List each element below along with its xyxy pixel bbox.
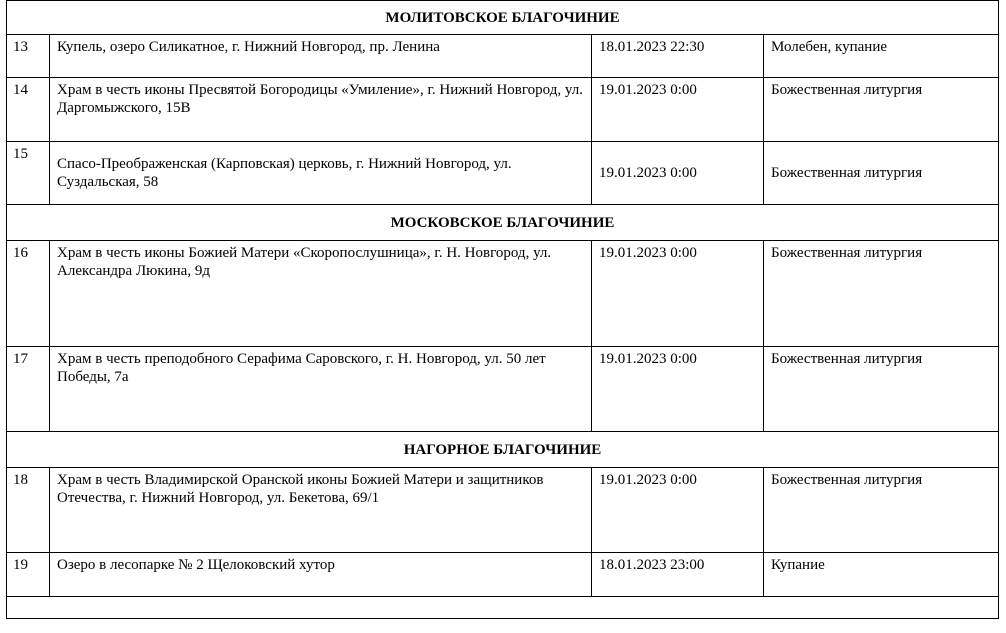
- row-place: Спасо-Преображенская (Карповская) церковь, г. Нижний Новгород, ул. Суздальская, 58: [50, 142, 592, 205]
- empty-row: [7, 597, 999, 619]
- row-datetime: 19.01.2023 0:00: [592, 142, 764, 205]
- section-header-row: [7, 1, 999, 35]
- table-row: [7, 553, 999, 597]
- section-title: МОЛИТОВСКОЕ БЛАГОЧИНИЕ: [7, 1, 999, 35]
- table-row: [7, 142, 999, 205]
- row-place: Храм в честь преподобного Серафима Саровского, г. Н. Новгород, ул. 50 лет Победы, 7а: [50, 347, 592, 432]
- row-number: 15: [7, 142, 50, 205]
- row-place: Купель, озеро Силикатное, г. Нижний Новгород, пр. Ленина: [50, 35, 592, 78]
- row-event: Божественная литургия: [764, 142, 999, 205]
- row-datetime: 19.01.2023 0:00: [592, 468, 764, 553]
- row-datetime: 18.01.2023 22:30: [592, 35, 764, 78]
- table-row: [7, 35, 999, 78]
- row-number: 16: [7, 241, 50, 347]
- row-event: Божественная литургия: [764, 241, 999, 347]
- row-event: Божественная литургия: [764, 468, 999, 553]
- table-row: [7, 241, 999, 347]
- row-number: 17: [7, 347, 50, 432]
- section-title: НАГОРНОЕ БЛАГОЧИНИЕ: [7, 432, 999, 468]
- row-event: Молебен, купание: [764, 35, 999, 78]
- row-place: Храм в честь Владимирской Оранской иконы Божией Матери и защитников Отечества, г. Нижний Новгород, ул. Бекетова, 69/1: [50, 468, 592, 553]
- table-row: [7, 78, 999, 142]
- row-number: 14: [7, 78, 50, 142]
- row-number: 18: [7, 468, 50, 553]
- schedule-table: [6, 0, 999, 619]
- table-row: [7, 468, 999, 553]
- row-event: Купание: [764, 553, 999, 597]
- row-datetime: 18.01.2023 23:00: [592, 553, 764, 597]
- row-place: Храм в честь иконы Пресвятой Богородицы «Умиление», г. Нижний Новгород, ул. Даргомыжского, 15В: [50, 78, 592, 142]
- section-title: МОСКОВСКОЕ БЛАГОЧИНИЕ: [7, 205, 999, 241]
- section-header-row: [7, 205, 999, 241]
- row-datetime: 19.01.2023 0:00: [592, 78, 764, 142]
- row-number: 19: [7, 553, 50, 597]
- row-datetime: 19.01.2023 0:00: [592, 347, 764, 432]
- empty-cell: [7, 597, 999, 619]
- table-row: [7, 347, 999, 432]
- row-place: Храм в честь иконы Божией Матери «Скоропослушница», г. Н. Новгород, ул. Александра Люкина, 9д: [50, 241, 592, 347]
- row-datetime: 19.01.2023 0:00: [592, 241, 764, 347]
- section-header-row: [7, 432, 999, 468]
- row-number: 13: [7, 35, 50, 78]
- row-place: Озеро в лесопарке № 2 Щелоковский хутор: [50, 553, 592, 597]
- row-event: Божественная литургия: [764, 78, 999, 142]
- schedule-document: [6, 0, 999, 619]
- row-event: Божественная литургия: [764, 347, 999, 432]
